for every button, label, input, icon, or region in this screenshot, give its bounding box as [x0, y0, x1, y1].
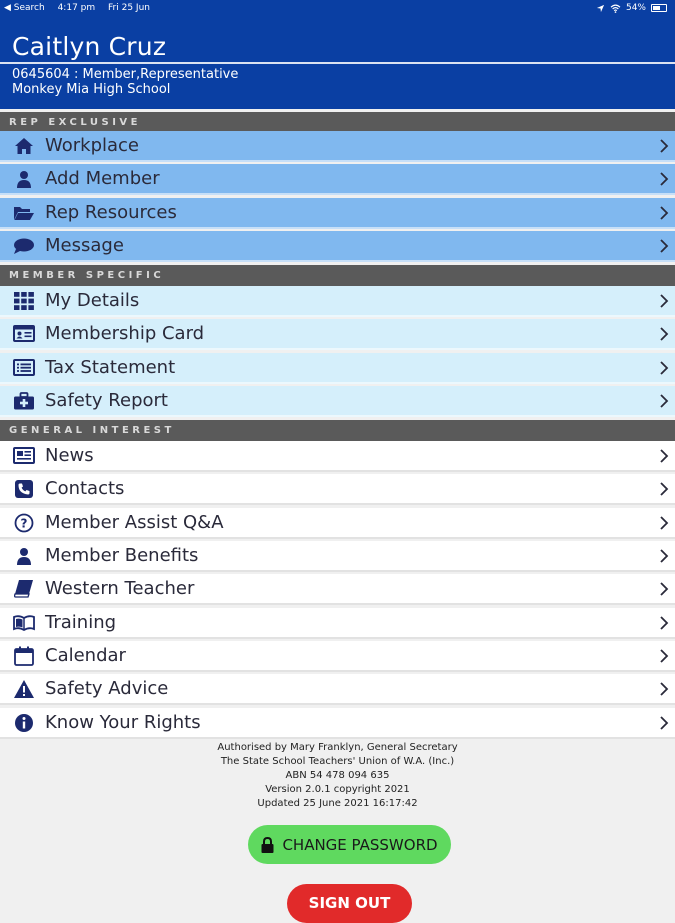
battery-percent: 54%: [625, 3, 646, 13]
section-header-general: GENERAL INTEREST: [0, 420, 675, 441]
chevron-right-icon: [658, 647, 670, 665]
header-divider: [0, 62, 675, 64]
menu-item-workplace[interactable]: [0, 131, 675, 162]
menu-item-contacts[interactable]: [0, 474, 675, 505]
menu-item-label: Rep Resources: [45, 202, 177, 223]
menu-item-news[interactable]: [0, 441, 675, 472]
book-icon: [13, 579, 35, 599]
menu-item-label: Member Benefits: [45, 545, 199, 566]
menu-item-label: Contacts: [45, 478, 125, 499]
footer-version: Version 2.0.1 copyright 2021: [265, 784, 410, 795]
section-header-member: MEMBER SPECIFIC: [0, 265, 675, 286]
menu-item-label: Calendar: [45, 645, 126, 666]
menu-item-safety-report[interactable]: [0, 386, 675, 417]
chevron-right-icon: [658, 170, 670, 188]
location-icon: [596, 4, 605, 13]
battery-icon: [651, 4, 667, 12]
chevron-right-icon: [658, 325, 670, 343]
menu-item-training[interactable]: [0, 608, 675, 639]
question-circle-icon: [13, 513, 35, 533]
member-info: 0645604 : Member,Representative: [12, 67, 239, 82]
info-icon: [13, 713, 35, 733]
menu-item-western-teacher[interactable]: [0, 574, 675, 605]
menu-item-label: Workplace: [45, 135, 140, 156]
menu-item-label: Safety Report: [45, 390, 168, 411]
folder-open-icon: [13, 203, 35, 223]
menu-item-label: Safety Advice: [45, 678, 169, 699]
chevron-right-icon: [658, 614, 670, 632]
school-name: Monkey Mia High School: [12, 82, 171, 97]
status-bar: [0, 0, 675, 18]
menu-item-label: My Details: [45, 290, 140, 311]
home-icon: [13, 136, 35, 156]
change-password-label: CHANGE PASSWORD: [282, 835, 438, 854]
user-icon: [13, 169, 35, 189]
warning-icon: [13, 679, 35, 699]
svg-text:?: ?: [20, 516, 28, 530]
sign-out-label: SIGN OUT: [308, 894, 391, 912]
chevron-right-icon: [658, 514, 670, 532]
menu-item-my-details[interactable]: [0, 286, 675, 317]
chevron-right-icon: [658, 137, 670, 155]
menu-item-rep-resources[interactable]: [0, 198, 675, 229]
list-box-icon: [13, 358, 35, 378]
lock-icon: [261, 837, 274, 853]
chevron-right-icon: [658, 204, 670, 222]
chevron-right-icon: [658, 237, 670, 255]
open-book-icon: [13, 613, 35, 633]
menu-item-label: Add Member: [45, 168, 160, 189]
menu-item-label: Tax Statement: [45, 357, 176, 378]
menu-item-calendar[interactable]: [0, 641, 675, 672]
menu-item-label: Western Teacher: [45, 578, 195, 599]
chevron-right-icon: [658, 392, 670, 410]
menu-item-label: Training: [45, 612, 117, 633]
menu-item-tax-statement[interactable]: [0, 353, 675, 384]
sign-out-button[interactable]: [287, 884, 412, 923]
chevron-right-icon: [658, 547, 670, 565]
menu-item-message[interactable]: [0, 231, 675, 262]
id-card-icon: [13, 324, 35, 344]
menu-item-label: Member Assist Q&A: [45, 512, 224, 533]
newspaper-icon: [13, 446, 35, 466]
chevron-right-icon: [658, 292, 670, 310]
section-header-rep: REP EXCLUSIVE: [0, 112, 675, 133]
footer-authorised: Authorised by Mary Franklyn, General Secretary: [217, 742, 458, 753]
back-to-app-link[interactable]: ◀ Search: [4, 3, 45, 13]
calendar-icon: [13, 646, 35, 666]
footer-union: The State School Teachers' Union of W.A. (Inc.): [220, 756, 455, 767]
user-icon: [13, 546, 35, 566]
profile-header: [0, 18, 675, 109]
status-time: 4:17 pm: [57, 3, 96, 13]
menu-item-member-benefits[interactable]: [0, 541, 675, 572]
chevron-right-icon: [658, 359, 670, 377]
menu-item-know-your-rights[interactable]: [0, 708, 675, 739]
menu-item-label: News: [45, 445, 94, 466]
menu-item-membership-card[interactable]: [0, 319, 675, 350]
menu-item-safety-advice[interactable]: [0, 674, 675, 705]
chevron-right-icon: [658, 480, 670, 498]
footer-updated: Updated 25 June 2021 16:17:42: [257, 798, 418, 809]
chat-bubble-icon: [13, 236, 35, 256]
phone-icon: [13, 479, 35, 499]
footer-abn: ABN 54 478 094 635: [285, 770, 390, 781]
footer-info: [0, 741, 675, 811]
chevron-right-icon: [658, 714, 670, 732]
medical-kit-icon: [13, 391, 35, 411]
chevron-right-icon: [658, 680, 670, 698]
user-name: Caitlyn Cruz: [12, 32, 167, 61]
status-date: Fri 25 Jun: [108, 3, 150, 13]
menu-item-member-assist-qa[interactable]: [0, 508, 675, 539]
grid-icon: [13, 291, 35, 311]
menu-item-add-member[interactable]: [0, 164, 675, 195]
chevron-right-icon: [658, 580, 670, 598]
change-password-button[interactable]: [248, 825, 451, 864]
menu-item-label: Membership Card: [45, 323, 205, 344]
menu-item-label: Know Your Rights: [45, 712, 201, 733]
chevron-right-icon: [658, 447, 670, 465]
menu-item-label: Message: [45, 235, 124, 256]
wifi-icon: [610, 4, 621, 13]
